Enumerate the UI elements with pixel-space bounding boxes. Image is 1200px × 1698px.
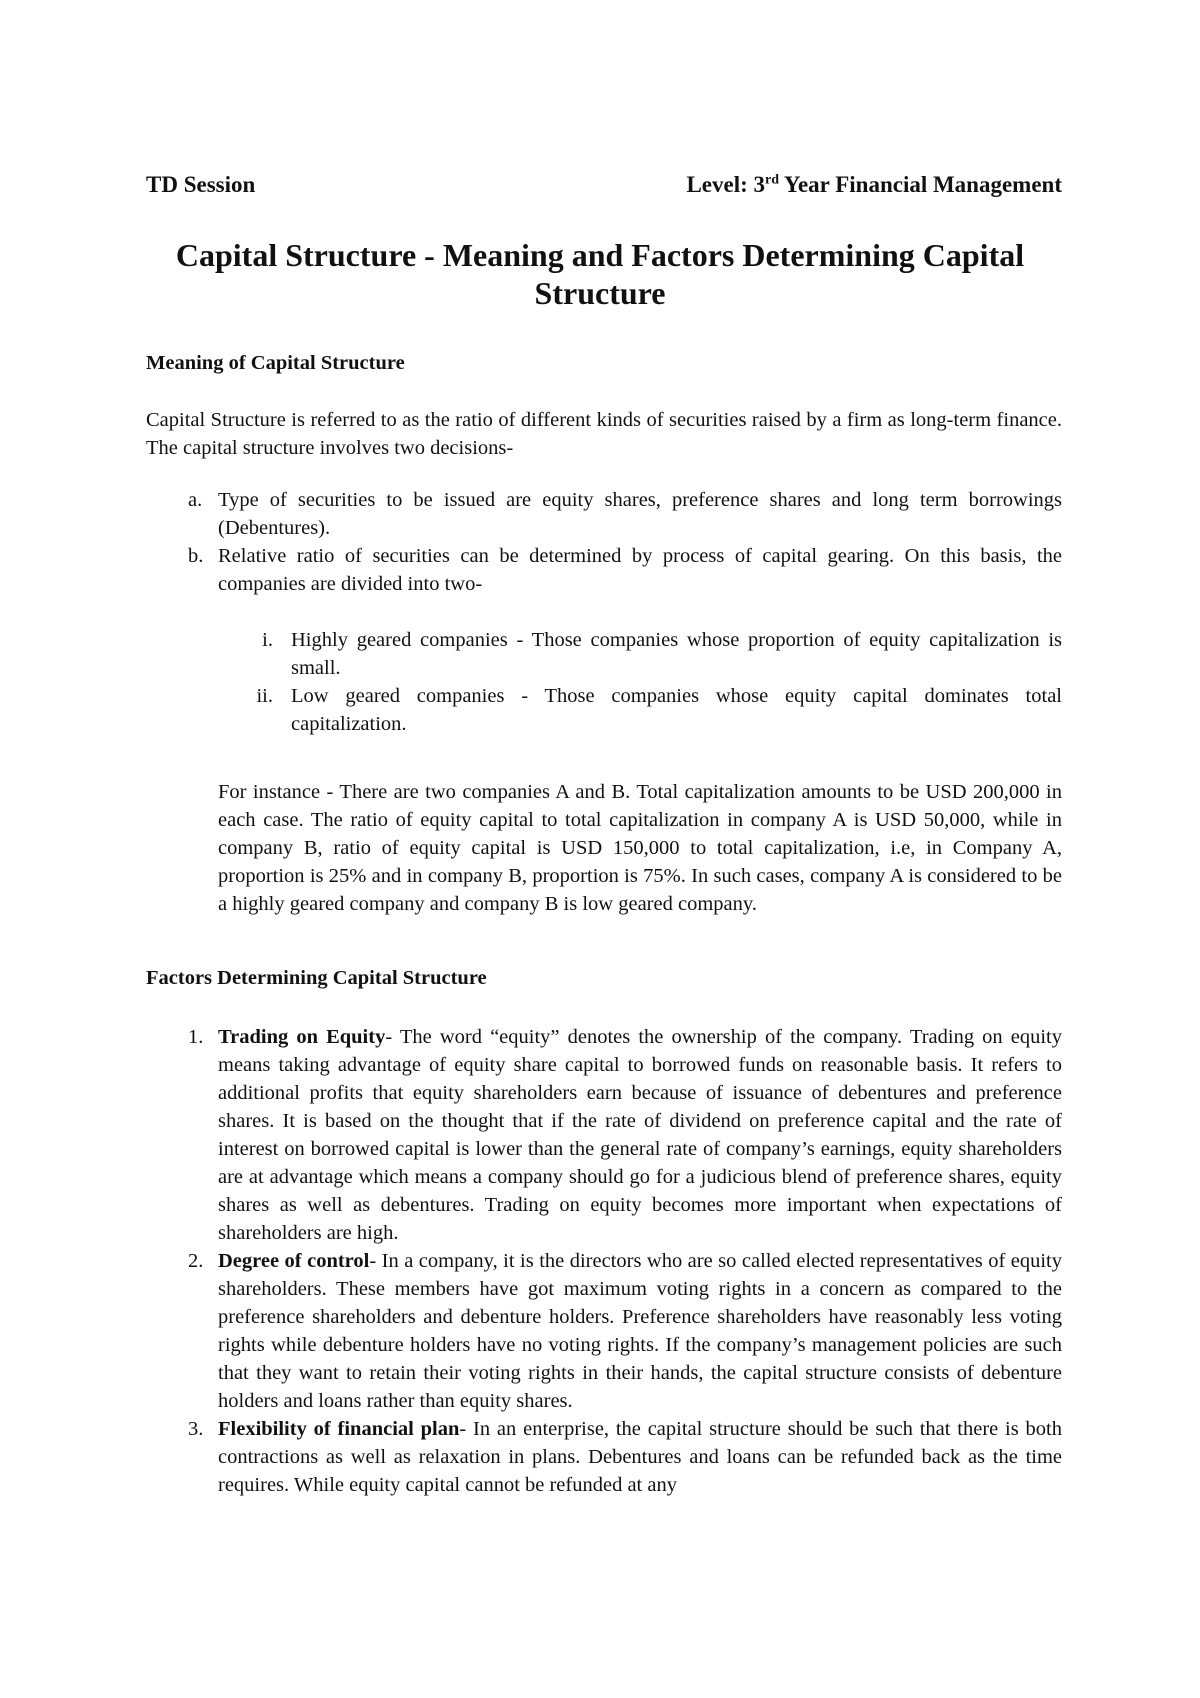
meaning-intro: Capital Structure is referred to as the ratio of different kinds of securities raised by a firm as long-term finance. The capital structure involves two decisions-: [146, 409, 1062, 459]
level-prefix: Level: 3: [686, 172, 765, 197]
list-marker: ii.: [256, 685, 273, 707]
level-suffix: Year Financial Management: [779, 172, 1062, 197]
list-marker: b.: [188, 545, 204, 567]
list-item: [188, 1247, 1062, 1415]
factors-heading: Factors Determining Capital Structure: [146, 967, 487, 989]
list-item: [188, 1415, 1062, 1499]
list-marker: 1.: [188, 1026, 204, 1048]
document-header: [146, 172, 1062, 198]
factor-text: - In an enterprise, the capital structure should be such that there is both contractions as well as relaxation in plans. Debentures and loans can be refunded back as the time requires. While equity capital cannot be refunded at any: [218, 1418, 1062, 1496]
list-item: [188, 1023, 1062, 1247]
factor-term: Degree of control: [218, 1250, 370, 1272]
level-label: [686, 172, 1062, 198]
list-marker: 2.: [188, 1250, 204, 1272]
list-marker: 3.: [188, 1418, 204, 1440]
list-item: [262, 626, 1062, 682]
list-item: [188, 542, 1062, 598]
list-item-text: Relative ratio of securities can be determined by process of capital gearing. On this basis, the companies are divided into two-: [218, 545, 1062, 595]
list-marker: a.: [188, 489, 203, 511]
list-item: [188, 486, 1062, 542]
list-marker: i.: [262, 629, 273, 651]
list-item-text: Type of securities to be issued are equity shares, preference shares and long term borrowings (Debentures).: [218, 489, 1062, 539]
factor-term: Trading on Equity: [218, 1026, 386, 1048]
level-superscript: rd: [765, 172, 779, 188]
factor-text: - In a company, it is the directors who are so called elected representatives of equity shareholders. These members have got maximum voting rights in a concern as compared to the preference shareholders and debenture holders. Preference shareholders have reasonably less voting rights while debenture holders have no voting rights. If the company’s management policies are such that they want to retain their voting rights in their hands, the capital structure consists of debenture holders and loans rather than equity shares.: [218, 1250, 1062, 1412]
example-paragraph: For instance - There are two companies A and B. Total capitalization amounts to be USD 200,000 in each case. The ratio of equity capital to total capitalization in company A is USD 50,000, while in company B, ratio of equity capital is USD 150,000 to total capitalization, i.e, in Company A, proportion is 25% and in company B, proportion is 75%. In such cases, company A is considered to be a highly geared company and company B is low geared company.: [218, 781, 1062, 915]
factor-term: Flexibility of financial plan: [218, 1418, 460, 1440]
factors-list: [188, 1023, 1062, 1499]
document-title: Capital Structure - Meaning and Factors Determining Capital Structure: [175, 237, 1025, 311]
gearing-sublist: [256, 626, 1062, 738]
meaning-heading: Meaning of Capital Structure: [146, 352, 405, 374]
list-item-text: Highly geared companies - Those companies whose proportion of equity capitalization is small.: [291, 629, 1062, 679]
list-item-text: Low geared companies - Those companies whose equity capital dominates total capitalization.: [291, 685, 1062, 735]
session-label: TD Session: [146, 172, 256, 197]
decision-list: [188, 486, 1062, 598]
factor-text: - The word “equity” denotes the ownership of the company. Trading on equity means taking advantage of equity share capital to borrowed funds on reasonable basis. It refers to additional profits that equity shareholders earn because of issuance of debentures and preference shares. It is based on the thought that if the rate of dividend on preference capital and the rate of interest on borrowed capital is lower than the general rate of company’s earnings, equity shareholders are at advantage which means a company should go for a judicious blend of preference shares, equity shares as well as debentures. Trading on equity becomes more important when expectations of shareholders are high.: [218, 1026, 1062, 1244]
list-item: [256, 682, 1062, 738]
